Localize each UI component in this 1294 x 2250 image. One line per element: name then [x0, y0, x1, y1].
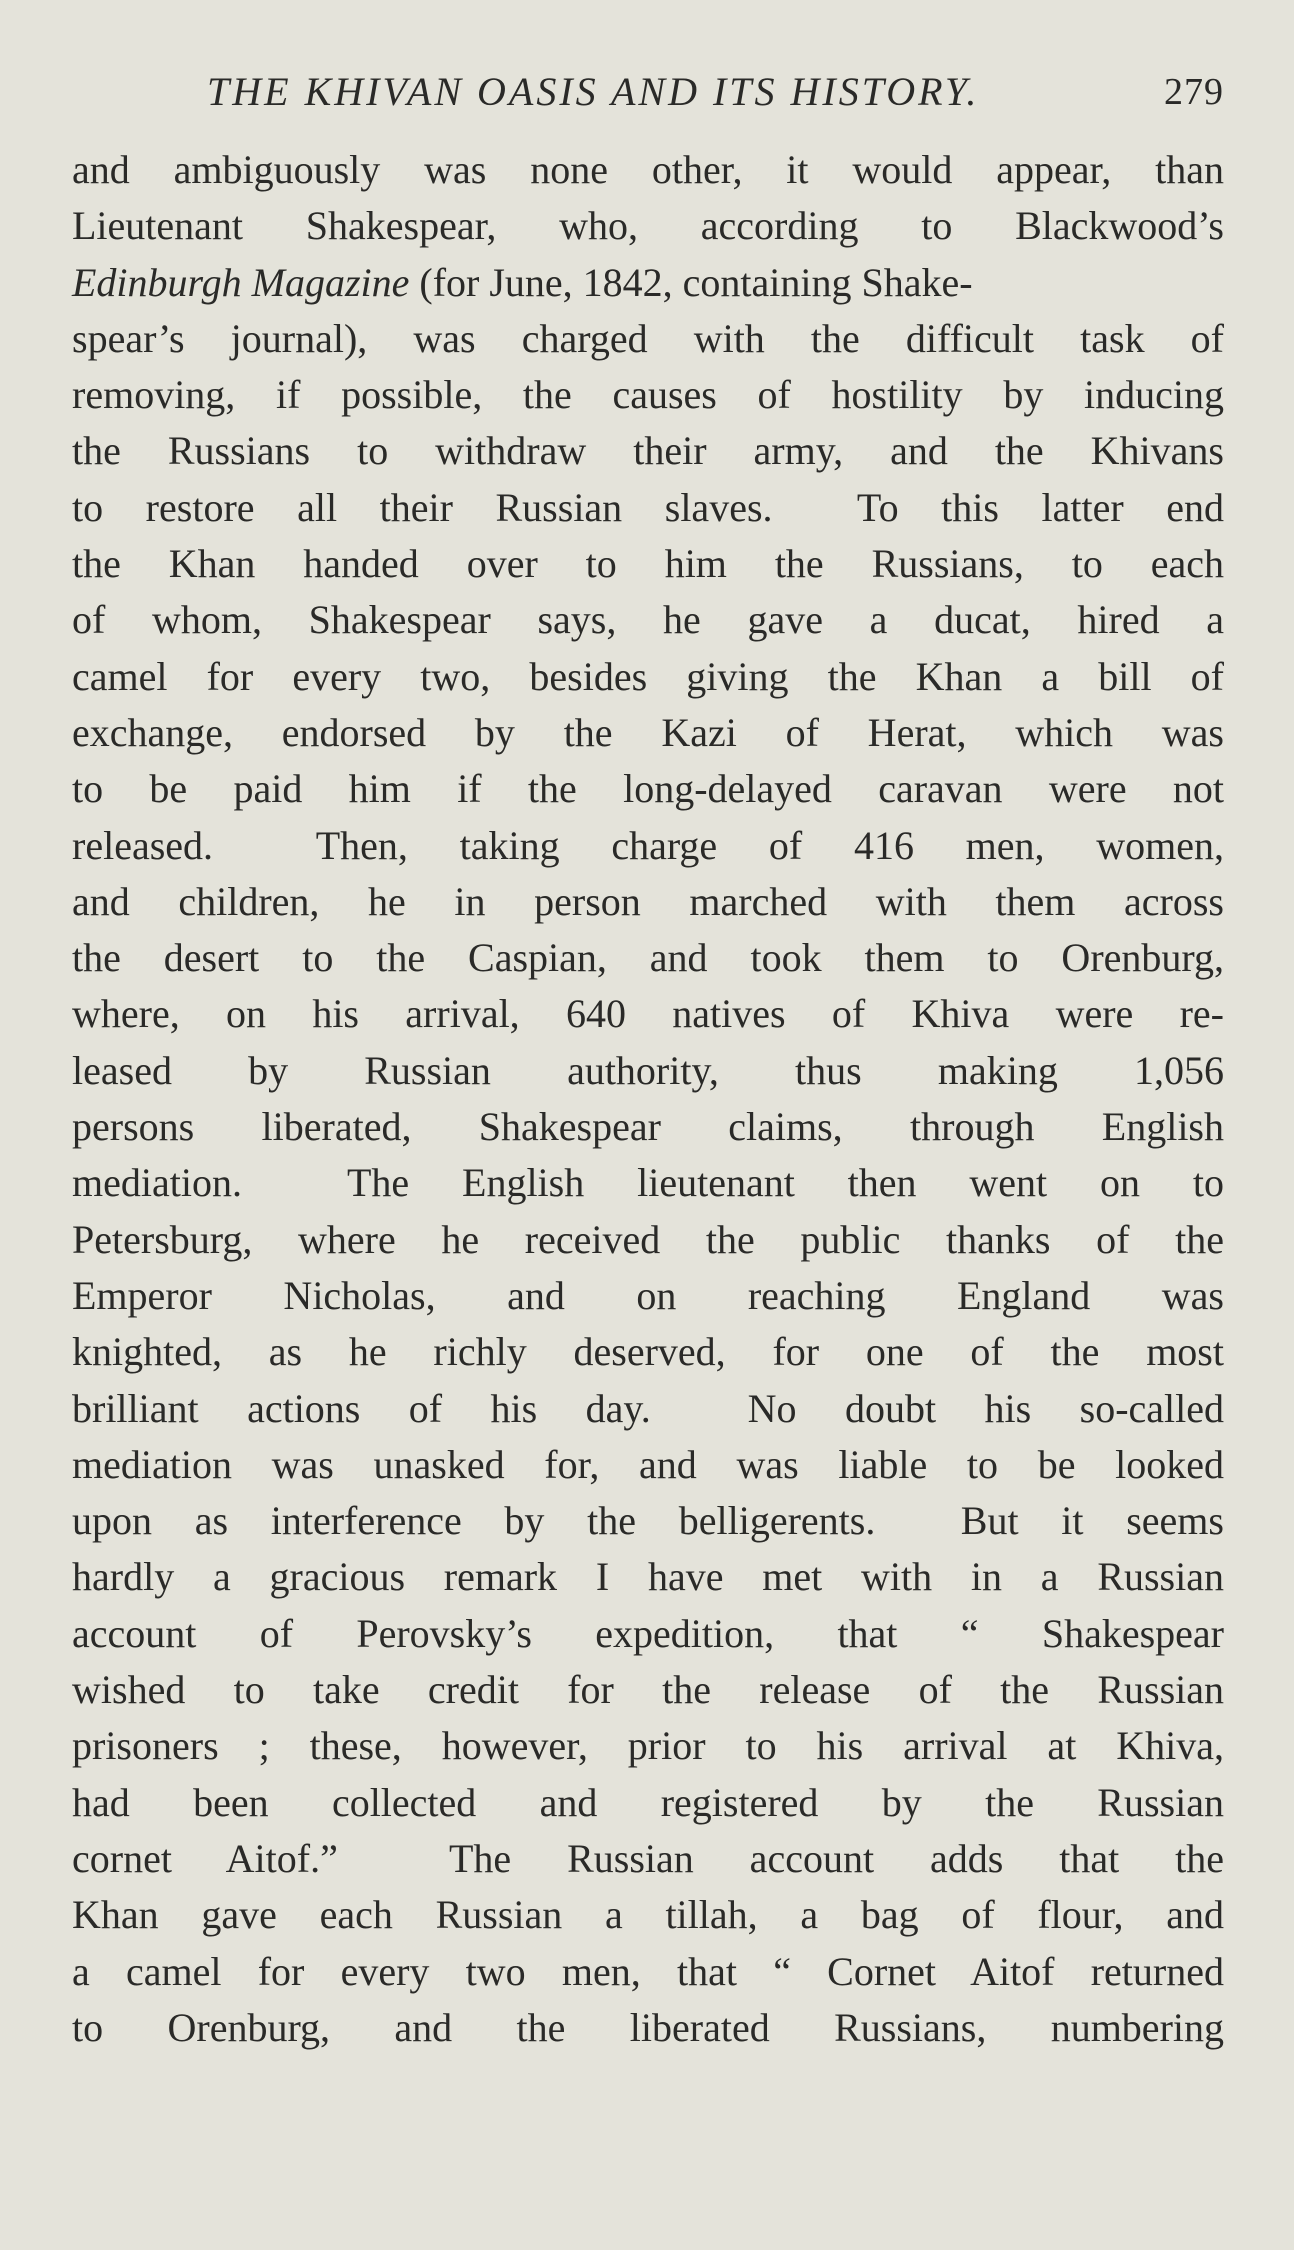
- text-line: [72, 705, 1224, 761]
- line-text: Khan gave each Russian a tillah, a bag of flour, and: [72, 1892, 1224, 1938]
- line-text: prisoners ; these, however, prior to his arrival at Khiva,: [72, 1723, 1224, 1769]
- text-line: [72, 198, 1224, 254]
- page-number: 279: [1164, 71, 1224, 113]
- line-text-continued: (for June, 1842, containing Shake-: [409, 259, 973, 305]
- line-text: had been collected and registered by the Russian: [72, 1779, 1224, 1825]
- text-line: [72, 1549, 1224, 1605]
- text-line: [72, 255, 1224, 311]
- text-line: [72, 761, 1224, 817]
- text-line: [72, 1606, 1224, 1662]
- running-title: THE KHIVAN OASIS AND ITS HISTORY.: [207, 69, 980, 114]
- line-text: Petersburg, where he received the public thanks of the: [72, 1216, 1224, 1262]
- running-head: [72, 66, 1224, 118]
- text-line: [72, 1887, 1224, 1943]
- text-line: [72, 2000, 1224, 2056]
- line-text: removing, if possible, the causes of hostility by inducing: [72, 372, 1224, 418]
- line-text: to restore all their Russian slaves. To this latter end: [72, 484, 1224, 530]
- text-line: [72, 874, 1224, 930]
- text-line: [72, 1043, 1224, 1099]
- text-line: [72, 1437, 1224, 1493]
- text-line: [72, 1099, 1224, 1155]
- text-line: [72, 1324, 1224, 1380]
- line-text: of whom, Shakespear says, he gave a ducat, hired a: [72, 597, 1224, 643]
- line-text: the Khan handed over to him the Russians, to each: [72, 541, 1224, 587]
- line-text: exchange, endorsed by the Kazi of Herat, which was: [72, 709, 1224, 755]
- line-text: hardly a gracious remark I have met with in a Russian: [72, 1554, 1224, 1600]
- line-text: cornet Aitof.” The Russian account adds that the: [72, 1835, 1224, 1881]
- text-line: [72, 536, 1224, 592]
- text-line: [72, 1212, 1224, 1268]
- line-text: to be paid him if the long-delayed caravan were not: [72, 766, 1224, 812]
- line-text: mediation. The English lieutenant then went on to: [72, 1160, 1224, 1206]
- text-line: [72, 986, 1224, 1042]
- text-line: [72, 142, 1224, 198]
- line-text: spear’s journal), was charged with the difficult task of: [72, 315, 1224, 361]
- line-text: account of Perovsky’s expedition, that “ Shakespear: [72, 1610, 1224, 1656]
- line-text: Lieutenant Shakespear, who, according to Blackwood’s: [72, 203, 1224, 249]
- line-text: wished to take credit for the release of the Russian: [72, 1667, 1224, 1713]
- line-text: and ambiguously was none other, it would appear, than: [72, 147, 1224, 192]
- line-text: brilliant actions of his day. No doubt his so-called: [72, 1385, 1224, 1431]
- text-line: [72, 1718, 1224, 1774]
- line-text: Emperor Nicholas, and on reaching England was: [72, 1272, 1224, 1318]
- line-text: upon as interference by the belligerents. But it seems: [72, 1498, 1224, 1544]
- text-line: [72, 930, 1224, 986]
- line-text: leased by Russian authority, thus making 1,056: [72, 1047, 1224, 1093]
- line-text: where, on his arrival, 640 natives of Khiva were re-: [72, 991, 1224, 1037]
- text-line: [72, 311, 1224, 367]
- line-text: a camel for every two men, that “ Cornet Aitof returned: [72, 1948, 1224, 1994]
- text-line: [72, 1268, 1224, 1324]
- line-text: mediation was unasked for, and was liable to be looked: [72, 1441, 1224, 1487]
- line-text: the Russians to withdraw their army, and the Khivans: [72, 428, 1224, 474]
- line-text: released. Then, taking charge of 416 men, women,: [72, 822, 1224, 868]
- line-text: and children, he in person marched with them across: [72, 878, 1224, 924]
- text-line: [72, 480, 1224, 536]
- line-text: to Orenburg, and the liberated Russians, numbering: [72, 2004, 1224, 2050]
- text-line: [72, 1155, 1224, 1211]
- text-line: [72, 818, 1224, 874]
- line-text: camel for every two, besides giving the Khan a bill of: [72, 653, 1224, 699]
- text-line: [72, 423, 1224, 479]
- text-line: [72, 1944, 1224, 2000]
- text-line: [72, 1493, 1224, 1549]
- italic-title: Edinburgh Magazine: [72, 259, 410, 305]
- line-text: the desert to the Caspian, and took them to Orenburg,: [72, 935, 1224, 981]
- text-line: [72, 1775, 1224, 1831]
- line-text: knighted, as he richly deserved, for one of the most: [72, 1329, 1224, 1375]
- text-line: [72, 1831, 1224, 1887]
- line-text: persons liberated, Shakespear claims, through English: [72, 1104, 1224, 1150]
- body-text: [72, 142, 1224, 2056]
- text-line: [72, 367, 1224, 423]
- text-line: [72, 1662, 1224, 1718]
- text-line: [72, 649, 1224, 705]
- text-line: [72, 1381, 1224, 1437]
- text-line: [72, 592, 1224, 648]
